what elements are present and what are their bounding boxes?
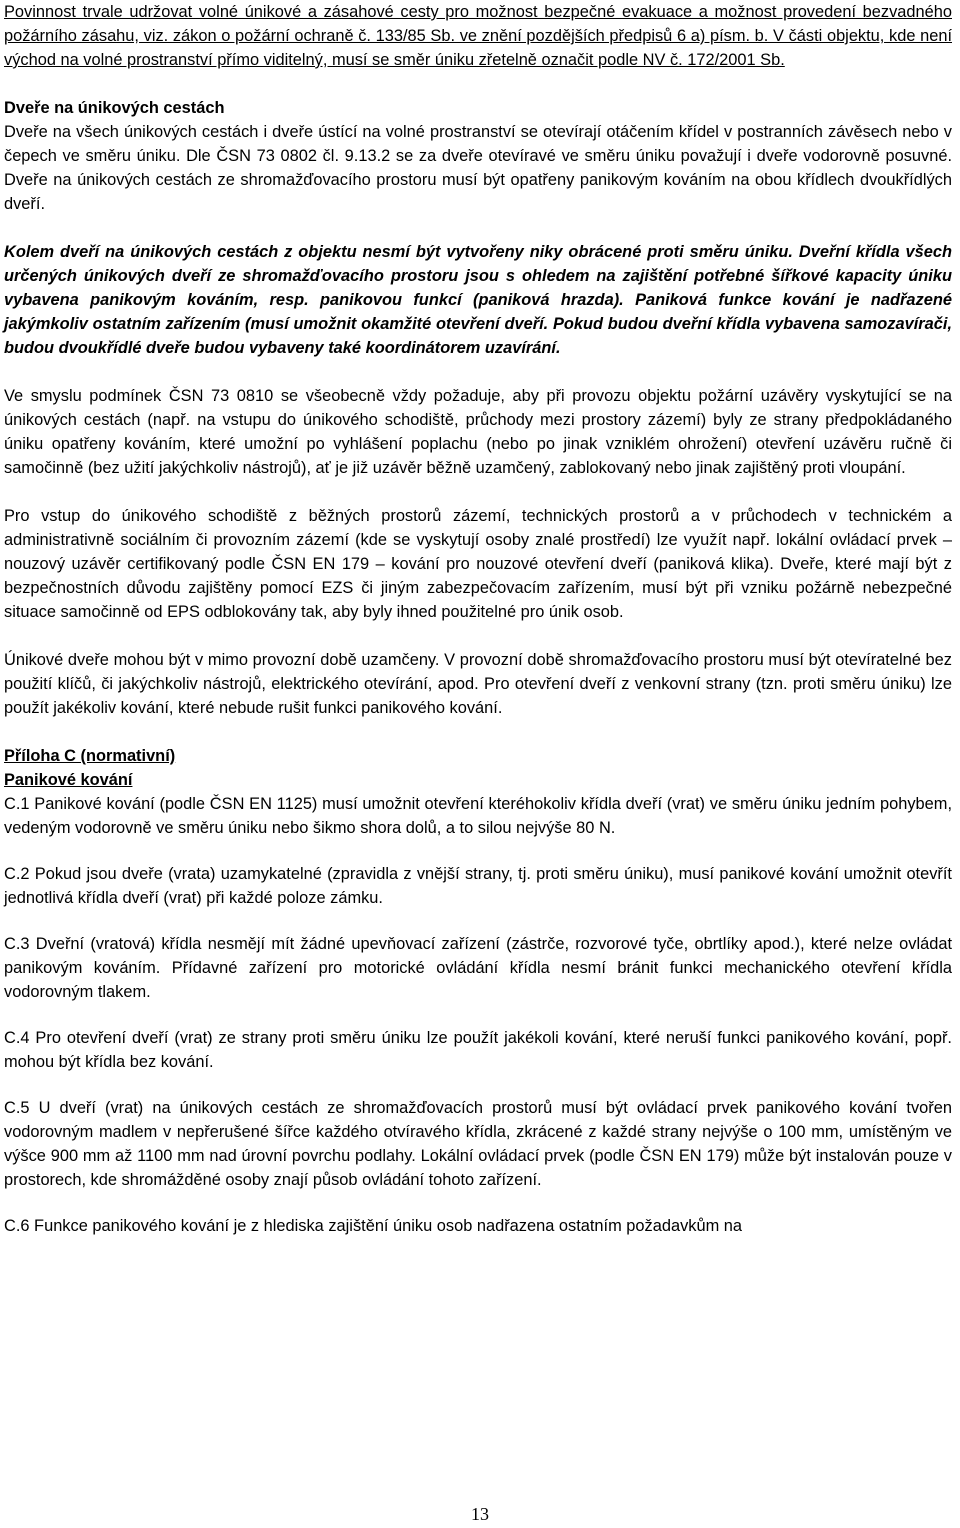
page-number: 13 bbox=[471, 1504, 489, 1524]
panic-hardware-paragraph: Kolem dveří na únikových cestách z objektu nesmí být vytvořeny niky obrácené proti směru úniku. Dveřní křídla všech určených únikových dveří ze shromažďovacího prostoru jsou s ohledem na zajištění potřebné šířkové kapacity úniku vybavena panikovým kováním, resp. panikovou funkcí (paniková hrazda). Paniková funkce kování je nadřazené jakýmkoliv ostatním zařízením (musí umožnit okamžité otevření dveří. Pokud budou dveřní křídla vybavena samozavírači, budou dvoukřídlé dveře budou vybaveny také koordinátorem uzavírání. bbox=[4, 243, 952, 357]
clause-c6: C.6 Funkce panikového kování je z hlediska zajištění úniku osob nadřazena ostatním požadavkům na bbox=[4, 1217, 743, 1235]
staircase-access-paragraph: Pro vstup do únikového schodiště z běžných prostorů zázemí, technických prostorů a v průchodech v technickém a administrativně sociálním či provozním zázemí (kde se vyskytují osoby znalé prostředí) lze využít např. lokální ovládací prvek – nouzový uzávěr certifikovaný podle ČSN EN 179 – kování pro nouzové otevření dveří (paniková klika). Dveře, které mají být z bezpečnostních důvodu zajištěny pomocí EZS či jiným zabezpečovacím zařízením, musí být při vzniku požárně nebezpečné situace samočinně od EPS odblokovány tak, aby byly ihned použitelné pro únik osob. bbox=[4, 507, 952, 621]
annex-title: Příloha C (normativní) bbox=[4, 747, 176, 765]
evacuation-paragraph: Povinnost trvale udržovat volné únikové a zásahové cesty pro možnost bezpečné evakuace a možnost provedení bezvadného požárního zásahu, viz. zákon o požární ochraně č. 133/85 Sb. ve znění pozdějších předpisů 6 a) písm. b. V části objektu, kde není východ na volné prostranství přímo viditelný, musí se směr úniku zřetelně označit podle NV č. 172/2001 Sb. bbox=[4, 3, 952, 69]
fire-closures-paragraph: Ve smyslu podmínek ČSN 73 0810 se všeobecně vždy požaduje, aby při provozu objektu požární uzávěry vyskytující se na únikových cestách (např. na vstupu do únikového schodiště, průchody mezi prostory zázemí) byly ze strany předpokládaného úniku opatřeny kováním, které umožní po vyhlášení poplachu (nebo po jinak vzniklém ohrožení) otevření uzávěru ručně či samočinně (bez užití jakýchkoliv nástrojů), ať je již uzávěr běžně uzamčený, zablokovaný nebo jinak zajištěný proti vloupání. bbox=[4, 387, 952, 477]
document-page bbox=[4, 0, 952, 1238]
locked-doors-paragraph: Únikové dveře mohou být v mimo provozní době uzamčeny. V provozní době shromažďovacího prostoru musí být otevíratelné bez použití klíčů, či jakýchkoliv nástrojů, elektrického otevírání, apod. Pro otevření dveří z venkovní strany (tzn. proti směru úniku) lze použít jakékoliv kování, které nebude rušit funkci panikového kování. bbox=[4, 651, 952, 717]
clause-c1: C.1 Panikové kování (podle ČSN EN 1125) musí umožnit otevření kteréhokoliv křídla dveří (vrat) ve směru úniku jedním pohybem, vedeným vodorovně ve směru úniku nebo šikmo shora dolů, a to silou nejvýše 80 N. bbox=[4, 795, 952, 837]
annex-subtitle: Panikové kování bbox=[4, 771, 133, 789]
clause-c2: C.2 Pokud jsou dveře (vrata) uzamykatelné (zpravidla z vnější strany, tj. proti směru úniku), musí panikové kování umožnit otevřít jednotlivá křídla dveří (vrat) při každé poloze zámku. bbox=[4, 865, 952, 907]
clause-c3: C.3 Dveřní (vratová) křídla nesmějí mít žádné upevňovací zařízení (zástrče, rozvorové tyče, obrtlíky apod.), které nelze ovládat panikovým kováním. Přídavné zařízení pro motorické ovládání křídla nesmí bránit funkci mechanického otevření křídla vodorovným tlakem. bbox=[4, 935, 952, 1001]
clause-c5: C.5 U dveří (vrat) na únikových cestách ze shromažďovacích prostorů musí být ovládací prvek panikového kování tvořen vodorovným madlem v nepřerušené šířce každého otvíravého křídla, zkrácené z každé strany nejvýše o 100 mm, umístěným ve výšce 900 mm až 1100 mm nad úrovní povrchu podlahy. Lokální ovládací prvek (podle ČSN EN 179) může být instalován pouze v prostorech, kde shromážděné osoby znají působ ovládání tohoto zařízení. bbox=[4, 1099, 952, 1189]
doors-paragraph: Dveře na všech únikových cestách i dveře ústící na volné prostranství se otevírají otáčením křídel v postranních závěsech nebo v čepech ve směru úniku. Dle ČSN 73 0802 čl. 9.13.2 se za dveře otevíravé ve směru úniku považují i dveře vodorovně posuvné. Dveře na únikových cestách ze shromažďovacího prostoru musí být opatřeny panikovým kováním na obou křídlech dvoukřídlých dveří. bbox=[4, 123, 952, 213]
clause-c4: C.4 Pro otevření dveří (vrat) ze strany proti směru úniku lze použít jakékoli kování, které neruší funkci panikového kování, popř. mohou být křídla bez kování. bbox=[4, 1029, 952, 1071]
doors-heading: Dveře na únikových cestách bbox=[4, 99, 225, 117]
